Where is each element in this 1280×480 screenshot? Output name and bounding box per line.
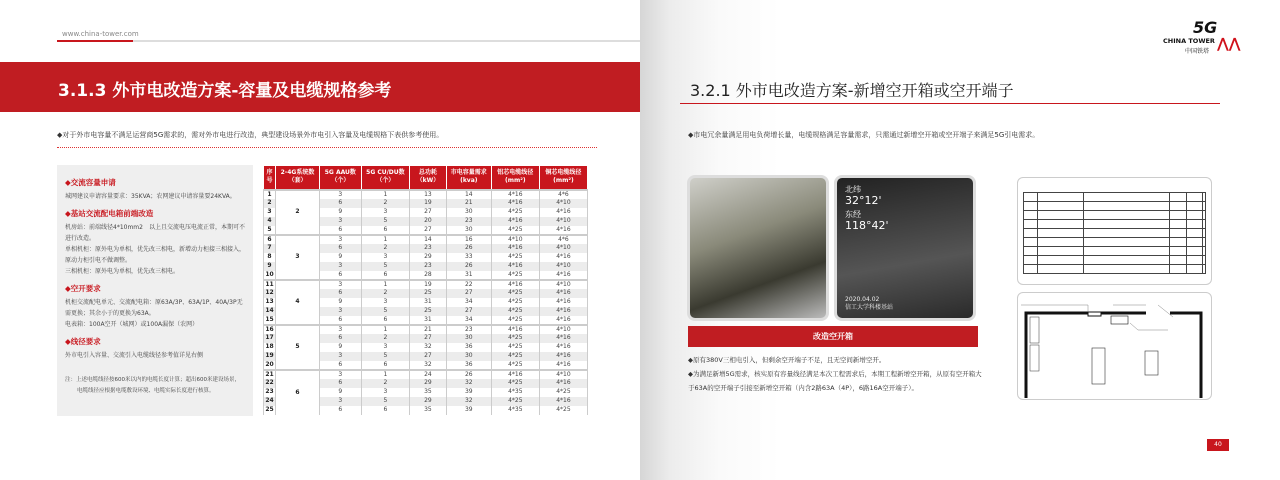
table-cell: 4*25 [491,334,539,343]
table-cell: 13 [410,190,447,199]
table-cell: 14 [265,307,274,314]
table-cell: 13 [265,298,274,305]
table-cell: 5 [361,307,409,316]
table-cell: 2 [361,289,409,298]
table-cell: 4*25 [491,298,539,307]
intro-text-right: ◆市电冗余量满足用电负荷增长量，电缆规格满足容量需求，只需通过新增空开箱或空开端子来满足5G引电需求。 [688,131,1040,139]
table-cell: 32 [410,343,447,352]
table-cell: 19 [265,352,274,359]
table-cell: 18 [265,343,274,350]
table-cell: 21 [265,370,274,378]
table-cell: 23 [410,262,447,271]
photo-stamp [845,296,893,312]
table-cell: 3 [319,217,361,226]
table-cell: 2 [361,334,409,343]
table-cell: 27 [410,208,447,217]
panel-text: 单相机柜：原外电为单相，优先改三相电，新增动力柜接三相接入，原动力柜引电不做调整。 [65,246,246,264]
table-cell: 4*10 [539,244,587,253]
table-cell: 26 [446,262,491,271]
table-cell: 4*25 [491,208,539,217]
table-cell: 26 [446,370,491,379]
table-cell: 3 [319,280,361,289]
table-cell: 32 [410,361,447,370]
table-cell: 1 [361,235,409,244]
table-cell: 4*25 [491,379,539,388]
column-header: 铝芯电缆线径(mm²) [491,166,539,190]
lat-label: 北纬 [845,185,861,194]
cable-spec-table [263,165,588,415]
table-cell: 27 [446,307,491,316]
systems-cell: 4 [276,280,320,325]
table-cell: 34 [446,298,491,307]
table-cell: 3 [361,253,409,262]
table-cell: 4*25 [491,226,539,235]
table-cell: 4*16 [491,370,539,379]
tower-icon: ⋀⋀ [1217,36,1241,52]
table-cell: 6 [319,244,361,253]
panel-text: 电表箱：100A空开（城网）或100A漏保（农网） [65,321,199,328]
table-cell: 3 [361,298,409,307]
table-cell: 3 [319,397,361,406]
table-cell: 36 [446,343,491,352]
page-number: 40 [1207,439,1229,451]
table-cell: 4*25 [539,388,587,397]
table-cell: 20 [410,217,447,226]
table-cell: 6 [319,379,361,388]
section-banner [0,62,640,112]
panel-text: 城网建议申请容量要求：35KVA；农网建议申请容量要24KVA。 [65,193,236,200]
bullet-list [688,353,988,395]
table-cell: 4*16 [539,226,587,235]
table-cell: 29 [410,379,447,388]
table-cell: 16 [446,235,491,244]
table-cell: 30 [446,334,491,343]
table-cell: 5 [361,397,409,406]
table-cell: 23 [410,244,447,253]
panel-text: 机柜交流配电单元、交流配电箱：原63A/3P、63A/1P、40A/3P无需更换；其余小于的更换为63A。 [65,299,243,317]
logo-5g-mark: 5G [1193,18,1218,37]
table-cell: 4*10 [539,217,587,226]
photo-new-breaker-box [834,175,976,321]
table-cell: 4*10 [491,235,539,244]
table-cell: 4 [264,217,276,226]
table-cell: 4*10 [539,262,587,271]
table-cell: 23 [265,388,274,395]
table-cell: 4*16 [539,316,587,325]
panel-heading: ◆交流容量申请 [65,178,116,187]
table-cell: 39 [446,388,491,397]
lon-label: 东经 [845,210,861,219]
website-url: www.china-tower.com [62,30,139,38]
table-cell: 35 [410,388,447,397]
table-cell: 3 [361,343,409,352]
table-cell: 3 [319,325,361,334]
table-cell: 23 [446,325,491,334]
panel-text: 三相机柜：原外电为单相，优先改三相电。 [65,268,180,275]
column-header: 序号 [264,166,276,190]
table-cell: 4*25 [491,253,539,262]
table-cell: 6 [361,406,409,415]
table-cell: 4*25 [539,406,587,415]
table-cell: 4*6 [539,235,587,244]
table-cell: 5 [361,217,409,226]
table-cell: 3 [361,208,409,217]
column-header: 5G CU/DU数（个） [361,166,409,190]
table-cell: 4*16 [491,325,539,334]
table-cell: 3 [319,190,361,199]
table-cell: 4*16 [491,244,539,253]
table-cell: 2 [361,244,409,253]
panel-heading: ◆空开要求 [65,284,101,293]
table-cell: 6 [361,316,409,325]
table-cell: 6 [361,226,409,235]
table-cell: 1 [264,190,276,199]
table-cell: 1 [361,280,409,289]
table-cell: 9 [319,208,361,217]
table-cell: 4*25 [491,343,539,352]
column-header: 铜芯电缆线径(mm²) [539,166,587,190]
photo-old-breaker-box [687,175,829,321]
table-cell: 25 [410,307,447,316]
table-cell: 4*10 [539,370,587,379]
systems-cell: 5 [276,325,320,370]
table-cell: 20 [265,360,274,368]
table-cell: 4*25 [491,361,539,370]
table-cell: 30 [446,208,491,217]
logo-cn: 中国铁塔 [1185,48,1210,55]
table-cell: 4*16 [539,289,587,298]
table-cell: 22 [265,379,274,386]
column-header: 市电容量需求(kva) [446,166,491,190]
table-cell: 9 [319,388,361,397]
floor-plan-diagram [1017,292,1212,400]
bullet-item: ◆为满足新增5G需求，核实原有容量线径满足本次工程需求后，本期工程新增空开箱，从原有空开箱大于63A的空开端子引接至新增空开箱（内含2路63A（4P），6路16A空开端子）。 [688,370,982,392]
systems-cell: 6 [276,370,320,415]
table-cell: 4*16 [539,361,587,370]
requirements-panel [57,165,253,416]
table-cell: 21 [446,199,491,208]
table-cell: 4*10 [539,280,587,289]
table-cell: 1 [361,190,409,199]
table-cell: 32 [446,397,491,406]
table-cell: 4*16 [491,190,539,199]
table-cell: 27 [410,226,447,235]
photo-date: 2020.04.02 [845,296,880,303]
materials-table-image [1023,192,1206,274]
table-cell: 2 [264,199,276,208]
logo-en: CHINA TOWER [1163,37,1215,45]
table-cell: 3 [361,388,409,397]
intro-text: ◆对于外市电容量不满足运营商5G需求的，需对外市电进行改造，典型建设场景外市电引入容量及电缆规格下表供参考使用。 [57,131,444,139]
table-cell: 31 [446,271,491,280]
table-cell: 14 [446,190,491,199]
panel-text: 外市电引入容量、交流引入电缆线径参考值详见右侧 [65,352,204,359]
table-cell: 24 [410,370,447,379]
table-cell: 4*16 [539,352,587,361]
table-cell: 11 [265,280,274,288]
table-cell: 4*25 [491,352,539,361]
table-cell: 3 [264,208,276,217]
table-cell: 3 [319,235,361,244]
lat-value: 32°12' [845,194,882,207]
materials-list-diagram [1017,177,1212,285]
table-cell: 25 [410,289,447,298]
table-cell: 3 [319,262,361,271]
panel-text: 机房站：前端线径4*10mm2 以上且交流电压电流正常，本期可不进行改造。 [65,224,245,242]
table-cell: 2 [361,199,409,208]
panel-note: 注：上述电缆线径按600米以内的电缆长度计算；超出600米建设场景，电缆线径应根据电缆敷设环境、电缆实际长度进行核算。 [65,377,240,394]
table-cell: 1 [361,370,409,379]
table-cell: 23 [446,217,491,226]
table-cell: 4*25 [491,307,539,316]
table-cell: 5 [361,262,409,271]
table-cell: 4*10 [539,325,587,334]
table-cell: 31 [410,298,447,307]
table-cell: 27 [446,289,491,298]
column-header: 5G AAU数（个） [319,166,361,190]
table-cell: 2 [361,379,409,388]
floor-plan-drawing [1018,293,1213,401]
photo-caption: 改造空开箱 [688,326,978,347]
table-cell: 6 [319,289,361,298]
table-cell: 1 [361,325,409,334]
table-cell: 17 [265,334,274,341]
table-cell: 28 [410,271,447,280]
table-cell: 4*35 [491,406,539,415]
table-cell: 4*16 [539,271,587,280]
table-cell: 4*16 [539,253,587,262]
table-cell: 6 [319,406,361,415]
table-cell: 7 [264,244,276,253]
column-header: 2-4G系统数（套） [276,166,320,190]
table-cell: 6 [319,316,361,325]
panel-heading: ◆线径要求 [65,337,101,346]
systems-cell: 2 [276,190,320,235]
section-title: 3.2.1 外市电改造方案-新增空开箱或空开端子 [690,81,1014,100]
header-rule-accent [57,40,133,42]
table-cell: 9 [319,253,361,262]
table-row [264,325,588,334]
table-row [264,190,588,199]
table-cell: 21 [410,325,447,334]
china-tower-logo [1163,18,1241,58]
table-cell: 32 [446,379,491,388]
table-cell: 27 [410,334,447,343]
table-cell: 3 [319,370,361,379]
table-cell: 4*25 [491,271,539,280]
table-cell: 34 [446,316,491,325]
table-cell: 9 [319,298,361,307]
table-cell: 4*16 [539,334,587,343]
table-cell: 4*16 [491,262,539,271]
table-cell: 29 [410,397,447,406]
table-cell: 36 [446,361,491,370]
title-underline [680,103,1220,104]
table-cell: 4*16 [539,208,587,217]
table-cell: 9 [264,262,276,271]
table-cell: 22 [446,280,491,289]
table-cell: 6 [264,235,276,244]
table-cell: 3 [319,352,361,361]
header-rule [57,40,640,42]
table-row [264,235,588,244]
table-cell: 12 [265,289,274,296]
table-cell: 4*16 [539,379,587,388]
table-cell: 6 [319,226,361,235]
table-cell: 6 [319,199,361,208]
table-cell: 4*16 [539,298,587,307]
table-cell: 4*25 [491,397,539,406]
table-cell: 3 [319,307,361,316]
dotted-divider [57,147,597,148]
table-cell: 5 [361,352,409,361]
photo-site: 信工大学科楼基站 [845,304,894,311]
table-cell: 4*35 [491,388,539,397]
table-cell: 4*16 [491,199,539,208]
table-cell: 29 [410,253,447,262]
table-row [264,280,588,289]
table-cell: 4*25 [491,316,539,325]
table-cell: 4*16 [539,343,587,352]
systems-cell: 3 [276,235,320,280]
table-cell: 6 [319,361,361,370]
table-cell: 8 [264,253,276,262]
column-header: 总功耗（kW） [410,166,447,190]
table-row [264,370,588,379]
table-cell: 4*16 [539,307,587,316]
table-cell: 6 [361,361,409,370]
table-cell: 33 [446,253,491,262]
page-title: 3.1.3 外市电改造方案-容量及电缆规格参考 [58,81,392,101]
table-cell: 6 [319,334,361,343]
table-cell: 39 [446,406,491,415]
table-cell: 14 [410,235,447,244]
table-cell: 9 [319,343,361,352]
table-cell: 16 [265,325,274,333]
table-cell: 4*25 [491,289,539,298]
table-cell: 4*16 [491,217,539,226]
table-cell: 24 [265,397,274,404]
table-cell: 26 [446,244,491,253]
table-cell: 4*10 [539,199,587,208]
table-cell: 35 [410,406,447,415]
bullet-item: ◆原有380V三相电引入，但剩余空开端子不足，且无空间新增空开。 [688,356,886,364]
table-cell: 6 [319,271,361,280]
table-cell: 15 [265,315,274,323]
table-cell: 4*16 [491,280,539,289]
lon-value: 118°42' [845,219,889,232]
table-cell: 30 [446,226,491,235]
table-cell: 6 [361,271,409,280]
table-cell: 10 [265,270,274,278]
table-cell: 30 [446,352,491,361]
table-cell: 19 [410,280,447,289]
table-cell: 4*16 [539,397,587,406]
table-cell: 27 [410,352,447,361]
table-cell: 4*6 [539,190,587,199]
panel-heading: ◆基站交流配电箱前端改造 [65,209,154,218]
table-cell: 5 [264,226,276,235]
table-cell: 25 [265,406,274,413]
table-cell: 31 [410,316,447,325]
table-cell: 19 [410,199,447,208]
